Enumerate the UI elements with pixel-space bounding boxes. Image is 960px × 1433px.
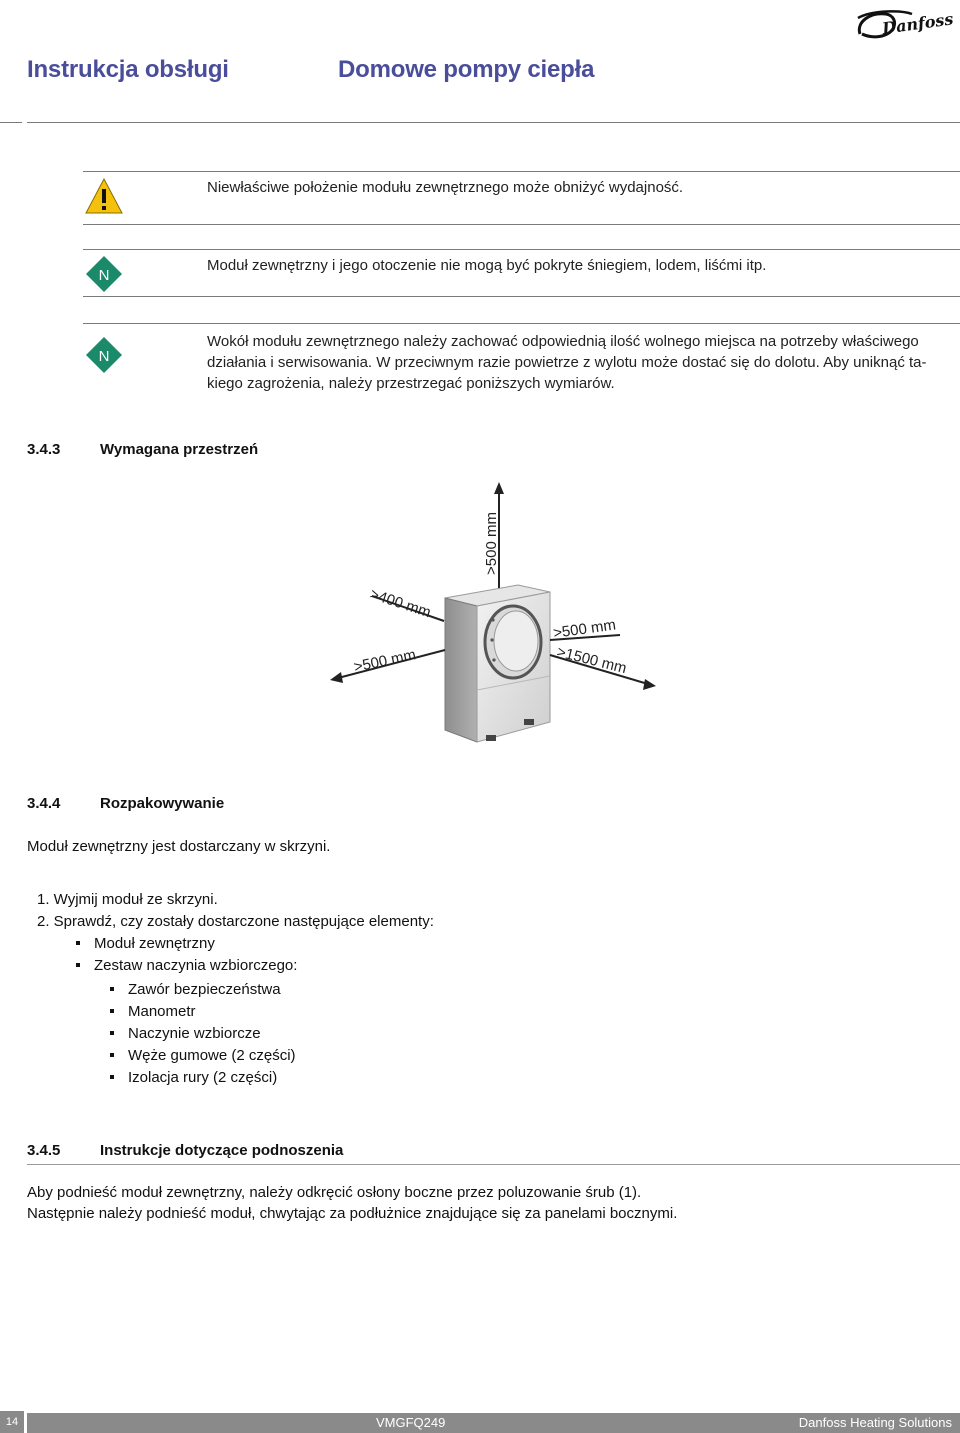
list-item-label: Zestaw naczynia wzbiorczego: — [94, 957, 298, 974]
section-intro: Moduł zewnętrzny jest dostarczany w skrzyni. — [27, 838, 331, 855]
section-rule — [27, 1164, 960, 1165]
list-item-label: Naczynie wzbiorcze — [128, 1025, 261, 1042]
note-text-line: działania i serwisowania. W przeciwnym razie powietrze z wylotu może dostać się do dolotu. Aby uniknąć ta- — [207, 354, 927, 371]
note-text-line: kiego zagrożenia, należy przestrzegać poniższych wymiarów. — [207, 375, 615, 392]
danfoss-logo — [852, 4, 958, 44]
list-item: 1. Wyjmij moduł ze skrzyni. — [37, 891, 218, 908]
list-item-label: Izolacja rury (2 części) — [128, 1069, 278, 1086]
left-clearance-label: >500 mm — [352, 646, 418, 676]
bullet-icon — [110, 1031, 114, 1035]
note-divider — [83, 171, 960, 172]
list-item-label: Moduł zewnętrzny — [94, 935, 215, 952]
outdoor-unit — [445, 585, 550, 742]
list-item-label: Zawór bezpieczeństwa — [128, 981, 281, 998]
paragraph-line: Następnie należy podnieść moduł, chwytając za podłużnice znajdujące się za panelami bocznymi. — [27, 1205, 678, 1222]
section-number: 3.4.5 — [27, 1142, 61, 1159]
bullet-icon — [76, 963, 80, 967]
company-name: Danfoss Heating Solutions — [798, 1415, 952, 1430]
bullet-icon — [76, 941, 80, 945]
note-divider — [83, 323, 960, 324]
note-icon — [84, 335, 124, 375]
front-clearance-label: >1500 mm — [555, 643, 629, 678]
list-item — [76, 933, 297, 955]
right-clearance-label: >500 mm — [552, 616, 617, 642]
list-item — [110, 979, 296, 1001]
list-item — [110, 1023, 296, 1045]
note-text-line: Wokół modułu zewnętrznego należy zachować odpowiednią ilość wolnego miejsca na potrzeby właściwego — [207, 333, 919, 350]
note-text-2: Moduł zewnętrzny i jego otoczenie nie mogą być pokryte śniegiem, lodem, liśćmi itp. — [207, 257, 767, 274]
bullet-icon — [110, 987, 114, 991]
note-text-3 — [207, 331, 927, 394]
document-code: VMGFQ249 — [376, 1415, 446, 1430]
top-clearance-label: >500 mm — [483, 512, 500, 575]
back-clearance-label: >400 mm — [367, 585, 433, 622]
note-divider — [83, 224, 960, 225]
document-title: Instrukcja obsługi — [27, 56, 229, 83]
note-icon — [84, 254, 124, 294]
paragraph-line: Aby podnieść moduł zewnętrzny, należy odkręcić osłony boczne przez poluzowanie śrub (1). — [27, 1184, 642, 1201]
subitems-list — [110, 979, 296, 1089]
document-subtitle: Domowe pompy ciepła — [338, 56, 595, 83]
section-number: 3.4.4 — [27, 795, 61, 812]
list-item — [110, 1067, 296, 1089]
warning-icon — [84, 176, 124, 216]
list-item: 2. Sprawdź, czy zostały dostarczone następujące elementy: — [37, 913, 434, 930]
note-text-1: Niewłaściwe położenie modułu zewnętrznego może obniżyć wydajność. — [207, 179, 684, 196]
bullet-icon — [110, 1009, 114, 1013]
note-divider — [83, 249, 960, 250]
list-item — [110, 1001, 296, 1023]
brand-wordmark: Danfoss — [881, 9, 955, 39]
note-icon-letter: N — [98, 267, 110, 284]
page-number: 14 — [0, 1411, 24, 1433]
list-item — [76, 955, 297, 977]
list-item-label: Węże gumowe (2 części) — [128, 1047, 296, 1064]
lifting-instructions — [27, 1182, 677, 1224]
bullet-icon — [110, 1075, 114, 1079]
section-title: Instrukcje dotyczące podnoszenia — [100, 1142, 344, 1159]
header-rule-left — [0, 122, 22, 123]
header-rule — [27, 122, 960, 123]
note-icon-letter: N — [98, 348, 110, 365]
bullet-icon — [110, 1053, 114, 1057]
note-divider — [83, 296, 960, 297]
items-list — [76, 933, 297, 977]
clearance-diagram — [320, 478, 660, 748]
list-item — [110, 1045, 296, 1067]
list-item-label: Manometr — [128, 1003, 196, 1020]
section-number: 3.4.3 — [27, 441, 61, 458]
steps-list — [37, 889, 434, 933]
section-title: Wymagana przestrzeń — [100, 441, 259, 458]
section-title: Rozpakowywanie — [100, 795, 225, 812]
